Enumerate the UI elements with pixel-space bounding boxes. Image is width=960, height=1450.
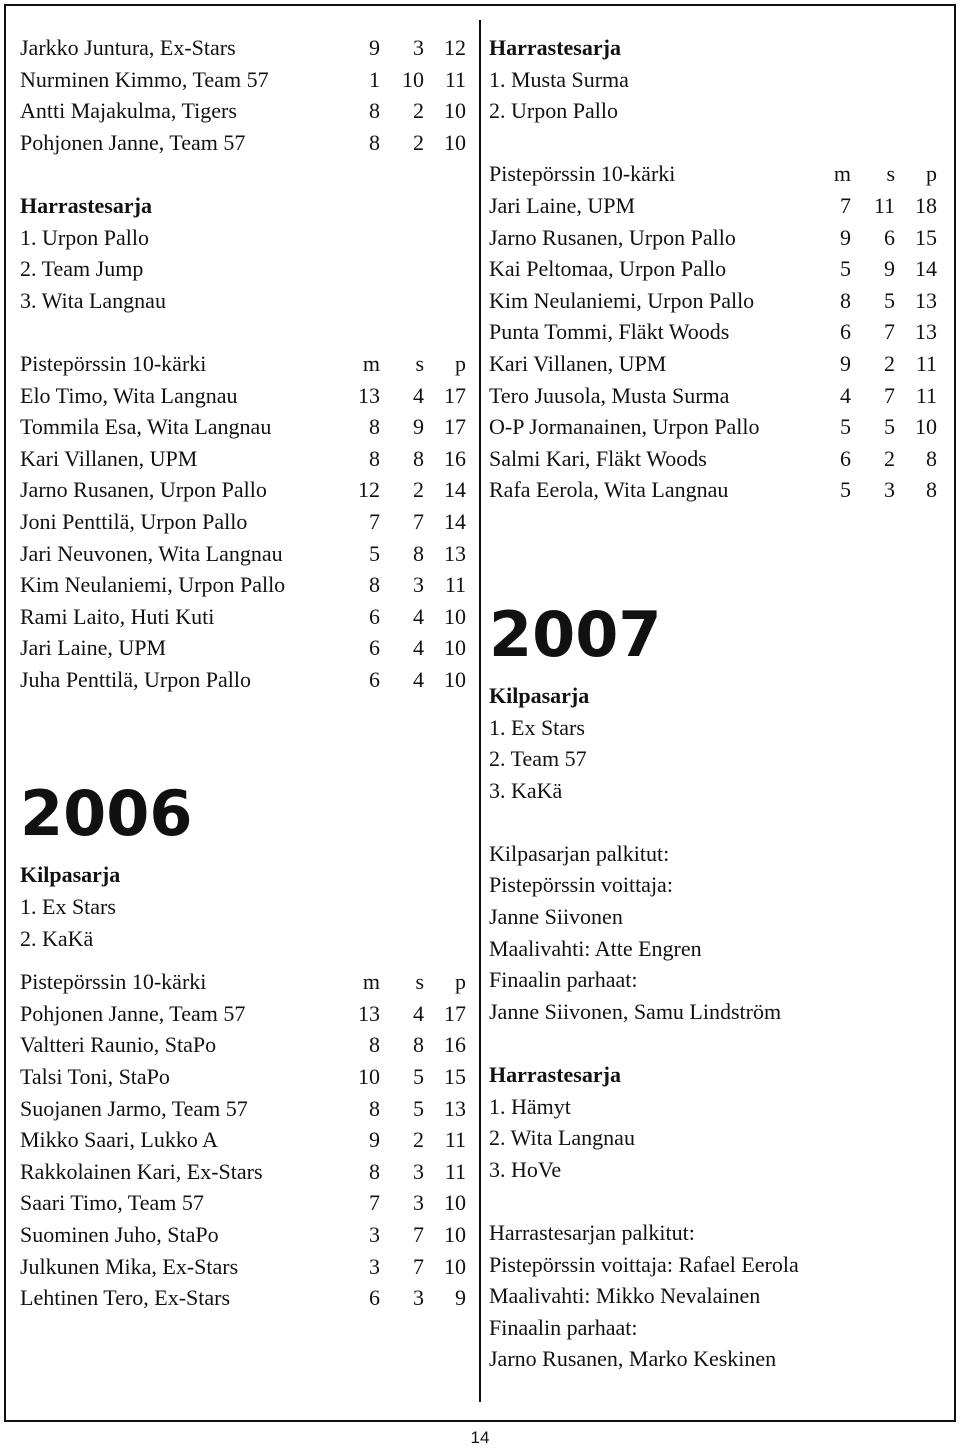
standing-item: 2. Team Jump [20, 256, 144, 282]
top-scorers-list [20, 32, 466, 158]
award-line: Pistepörssin voittaja: Rafael Eerola [489, 1251, 799, 1277]
award-line: Janne Siivonen [489, 904, 623, 930]
right-column [489, 32, 937, 1375]
section-heading: Harrastesarja [489, 1062, 621, 1088]
score-row: Saari Timo, Team 57 7 3 10 [20, 1190, 466, 1216]
score-row: Julkunen Mika, Ex-Stars 3 7 10 [20, 1253, 466, 1279]
award-line: Maalivahti: Mikko Nevalainen [489, 1283, 761, 1309]
score-row: Jarkko Juntura, Ex-Stars 9 3 12 [20, 35, 466, 60]
score-row: Salmi Kari, Fläkt Woods 6 2 8 [489, 445, 937, 471]
score-row: Suojanen Jarmo, Team 57 8 5 13 [20, 1095, 466, 1121]
standing-item: 2. Urpon Pallo [489, 98, 618, 124]
award-line: Finaalin parhaat: [489, 1314, 638, 1340]
score-row: Joni Penttilä, Urpon Pallo 7 7 14 [20, 508, 466, 534]
award-line: Janne Siivonen, Samu Lindström [489, 998, 782, 1024]
score-row: Punta Tommi, Fläkt Woods 6 7 13 [489, 319, 937, 345]
award-line: Jarno Rusanen, Marko Keskinen [489, 1346, 777, 1372]
points-table-header: Pistepörssin 10-kärki m s p [489, 161, 937, 187]
score-row: Kari Villanen, UPM 8 8 16 [20, 445, 466, 471]
score-row: Rakkolainen Kari, Ex-Stars 8 3 11 [20, 1158, 466, 1184]
score-row: Kim Neulaniemi, Urpon Pallo 8 5 13 [489, 287, 937, 313]
award-line: Harrastesarjan palkitut: [489, 1220, 695, 1245]
score-row: Jarno Rusanen, Urpon Pallo 12 2 14 [20, 477, 466, 503]
standing-item: 1. Ex Stars [20, 894, 116, 920]
award-line: Pistepörssin voittaja: [489, 872, 673, 898]
year-heading: 2007 [489, 597, 662, 671]
standing-item: 2. Team 57 [489, 746, 587, 772]
score-row: Kari Villanen, UPM 9 2 11 [489, 350, 937, 376]
standing-item: 2. KaKä [20, 925, 94, 951]
standing-item: 1. Musta Surma [489, 66, 629, 92]
score-row: O-P Jormanainen, Urpon Pallo 5 5 10 [489, 414, 937, 440]
section-heading: Kilpasarja [20, 862, 121, 888]
score-row: Valtteri Raunio, StaPo 8 8 16 [20, 1032, 466, 1058]
score-row: Jari Neuvonen, Wita Langnau 5 8 13 [20, 540, 466, 566]
page-number: 14 [470, 1428, 490, 1447]
score-row: Tero Juusola, Musta Surma 4 7 11 [489, 382, 937, 408]
standing-item: 1. Ex Stars [489, 714, 585, 740]
points-table-header: Pistepörssin 10-kärki m s p [20, 350, 466, 376]
column-divider [479, 20, 481, 1402]
score-row: Jari Laine, UPM 7 11 18 [489, 192, 937, 218]
score-row: Rafa Eerola, Wita Langnau 5 3 8 [489, 477, 937, 503]
score-row: Jari Laine, UPM 6 4 10 [20, 635, 466, 661]
points-table-header: Pistepörssin 10-kärki m s p [20, 969, 466, 995]
score-row: Mikko Saari, Lukko A 9 2 11 [20, 1127, 466, 1153]
section-heading: Harrastesarja [489, 35, 621, 60]
award-line: Maalivahti: Atte Engren [489, 935, 702, 961]
score-row: Lehtinen Tero, Ex-Stars 6 3 9 [20, 1285, 466, 1311]
section-heading: Kilpasarja [489, 682, 590, 708]
standing-item: 1. Hämyt [489, 1093, 571, 1119]
score-row: Elo Timo, Wita Langnau 13 4 17 [20, 382, 466, 408]
award-line: Kilpasarjan palkitut: [489, 840, 670, 866]
standing-item: 3. KaKä [489, 777, 563, 803]
score-row: Tommila Esa, Wita Langnau 8 9 17 [20, 414, 466, 440]
left-column [20, 32, 466, 1314]
standing-item: 1. Urpon Pallo [20, 224, 149, 250]
score-row: Kim Neulaniemi, Urpon Pallo 8 3 11 [20, 572, 466, 598]
score-row: Pohjonen Janne, Team 57 8 2 10 [20, 129, 466, 155]
standing-item: 3. HoVe [489, 1156, 562, 1182]
score-row: Kai Peltomaa, Urpon Pallo 5 9 14 [489, 256, 937, 282]
standing-item: 3. Wita Langnau [20, 287, 166, 313]
score-row: Jarno Rusanen, Urpon Pallo 9 6 15 [489, 224, 937, 250]
score-row: Talsi Toni, StaPo 10 5 15 [20, 1064, 466, 1090]
standing-item: 2. Wita Langnau [489, 1125, 635, 1151]
score-row: Pohjonen Janne, Team 57 13 4 17 [20, 1000, 466, 1026]
score-row: Antti Majakulma, Tigers 8 2 10 [20, 98, 466, 124]
score-row: Suominen Juho, StaPo 3 7 10 [20, 1222, 466, 1247]
score-row: Juha Penttilä, Urpon Pallo 6 4 10 [20, 666, 466, 692]
award-line: Finaalin parhaat: [489, 967, 638, 993]
score-row: Rami Laito, Huti Kuti 6 4 10 [20, 603, 466, 629]
score-row: Nurminen Kimmo, Team 57 1 10 11 [20, 66, 466, 92]
year-heading: 2006 [20, 777, 193, 851]
section-heading: Harrastesarja [20, 192, 152, 218]
